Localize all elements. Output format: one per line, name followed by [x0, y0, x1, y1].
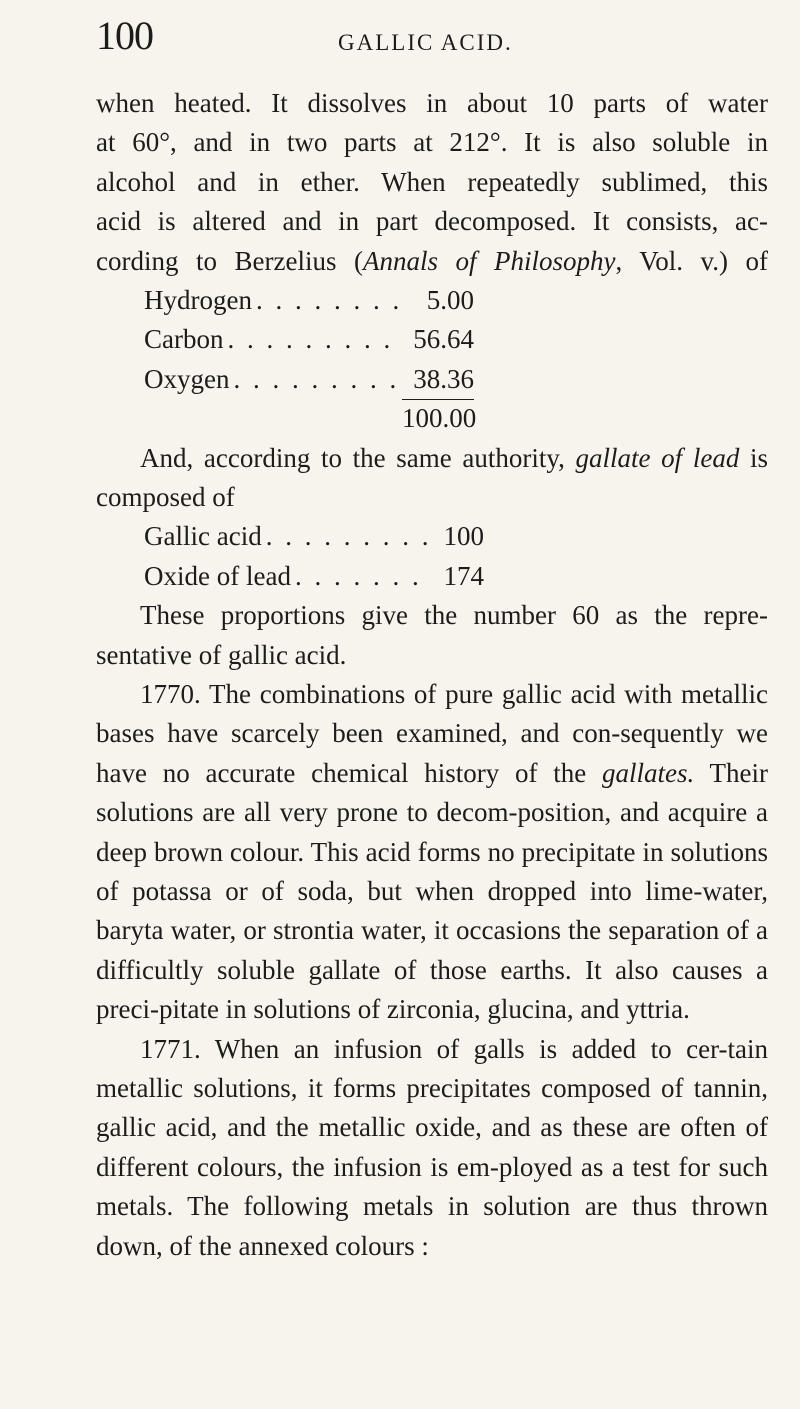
dot-leader [291, 557, 428, 596]
running-head: GALLIC ACID. [338, 30, 513, 55]
paragraph-gallate-of-lead [96, 439, 768, 518]
text-line: acid is altered and in part decomposed. It consists, ac- [96, 206, 768, 237]
text-line: alcohol and in ether. When repeatedly sublimed, this [96, 166, 768, 197]
text-line: at 60°, and in two parts at 212°. It is also soluble in [96, 127, 768, 158]
text-span: is composed of [96, 442, 768, 512]
italic-term: lead [692, 442, 740, 473]
component-name: Oxide of lead [144, 560, 291, 591]
composition-row [144, 320, 474, 359]
body-text [96, 84, 768, 1266]
element-name: Carbon [144, 324, 224, 355]
paragraph-1770 [96, 675, 768, 1030]
composition-total-row [144, 399, 477, 438]
book-title: Annals of Philosophy [362, 245, 616, 276]
italic-term: gallate of [575, 442, 683, 473]
dot-leader [262, 517, 428, 556]
component-value: 174 [443, 560, 484, 591]
text-span: And, according to the same authority, [140, 442, 576, 473]
italic-term: gallates. [602, 757, 695, 788]
composition-row [144, 360, 474, 399]
text-span: , Vol. v.) of [615, 245, 768, 276]
element-name: Hydrogen [144, 285, 252, 316]
page-number: 100 [96, 13, 153, 58]
paragraph-proportions: These proportions give the number 60 as the repre-sentative of gallic acid. [96, 600, 768, 670]
composition-row [144, 557, 484, 596]
component-name: Gallic acid [144, 521, 262, 552]
composition-table-gallic-acid [144, 281, 477, 439]
paragraph-properties [96, 84, 768, 281]
composition-row [144, 517, 484, 556]
text-span: 1770. The combinations of pure gallic acid with metallic bases have scarcely been examined, and con-sequently we have no accurate chemical history of the [96, 679, 768, 788]
component-value: 100 [443, 521, 484, 552]
text-span: cording to Berzelius ( [96, 245, 363, 276]
element-value: 5.00 [426, 285, 474, 316]
composition-row [144, 281, 474, 320]
dot-leader [229, 360, 402, 399]
text-line [96, 242, 768, 281]
element-value: 56.64 [413, 324, 474, 355]
element-value: 38.36 [402, 360, 474, 400]
dot-leader [252, 281, 402, 320]
composition-table-gallate-of-lead [144, 517, 484, 596]
element-name: Oxygen [144, 363, 230, 394]
composition-total: 100.00 [402, 403, 477, 434]
text-line: when heated. It dissolves in about 10 parts of water [96, 88, 768, 118]
dot-leader [223, 320, 402, 359]
paragraph-1771: 1771. When an infusion of galls is added to cer-tain metallic solutions, it forms precipitates composed of tannin, gallic acid, and the metallic oxide, and as these are often of different colours, the infusion is em-ployed as a test for such metals. The following metals in solution are thus thrown down, of the annexed colours : [96, 1033, 768, 1261]
text-span: Their solutions are all very prone to decom-position, and acquire a deep brown colour. This acid forms no precipitate in solutions of potassa or of soda, but when dropped into lime-water, baryta water, or strontia water, it occasions the separation of a difficultly soluble gallate of those earths. It also causes a preci-pitate in solutions of zirconia, glucina, and yttria. [96, 757, 768, 1025]
